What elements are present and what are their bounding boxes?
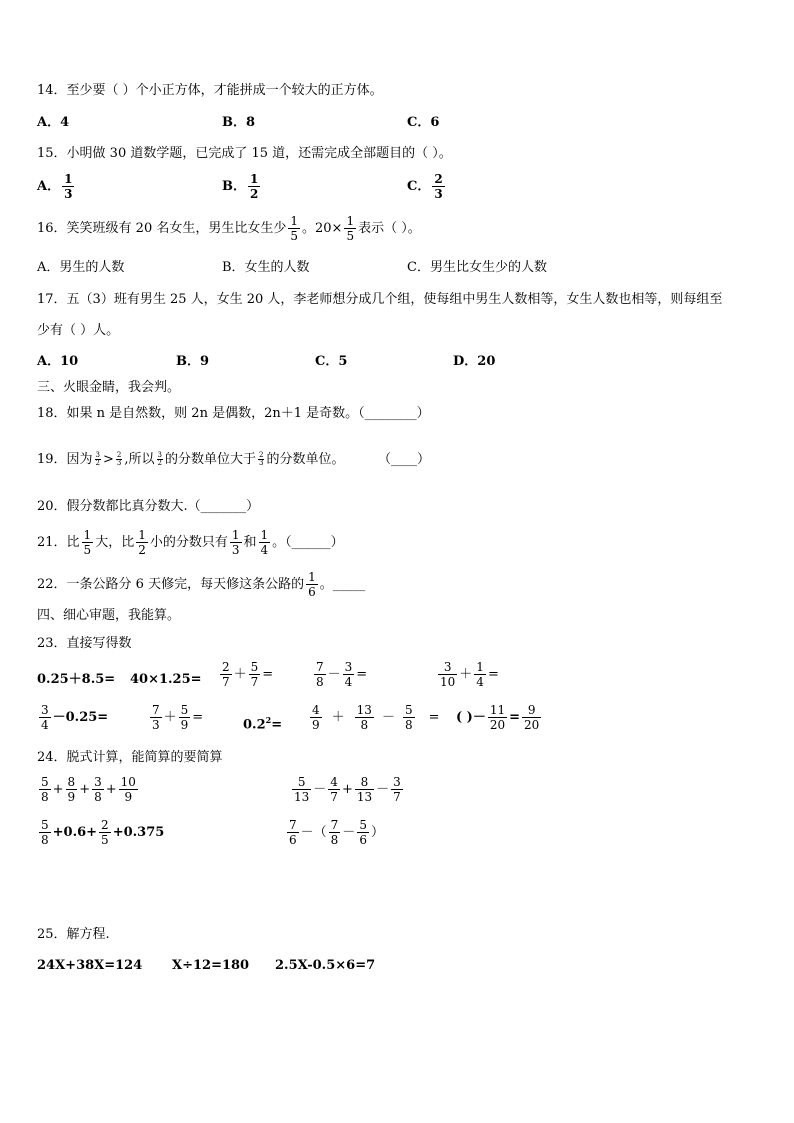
fraction: $\frac{1}{5}$: [346, 214, 355, 243]
fraction: $\frac{2}{3}$: [434, 172, 443, 201]
q21: 21．比 $\frac{1}{5}$ 大，比 $\frac{1}{2}$ 小的分数只有 $\frac{1}{3}$ 和 $\frac{1}{4}$ 。（______）: [37, 528, 344, 557]
section-4-heading: 四、细心审题，我能算。: [37, 608, 181, 623]
fraction: $\frac{2}{3}$: [116, 451, 122, 467]
q16-option-c[interactable]: C．男生比女生少的人数: [407, 260, 547, 275]
q16-option-a[interactable]: A．男生的人数: [37, 260, 125, 275]
q24-expr-4: $\frac{7}{6}$ －（ $\frac{7}{8}$ － $\frac{5}{6}$ ）: [289, 818, 384, 847]
q15-stem: 15．小明做 30 道数学题，已完成了 15 道，还需完成全部题目的（ ）。: [37, 146, 452, 161]
q17-stem-line1: 17．五（3）班有男生 25 人，女生 20 人，李老师想分成几个组，使每组中男生人数相等，女生人数也相等，则每组至: [37, 292, 723, 307]
q23-expr-6: $\frac{3}{4}$ －0.25=: [41, 703, 109, 732]
option-label: A．: [37, 179, 61, 194]
q25-equation-3: 2.5X-0.5×6=7: [275, 958, 376, 973]
q23-expr-4: $\frac{7}{8}$ － $\frac{3}{4}$ =: [316, 660, 368, 689]
q22: 22．一条公路分 6 天修完，每天修这条公路的 $\frac{1}{6}$ 。_____: [37, 570, 366, 599]
q25-title: 25．解方程.: [37, 927, 110, 942]
section-3-heading: 三、火眼金睛，我会判。: [37, 380, 181, 395]
q18: 18．如果 n 是自然数，则 2n 是偶数，2n＋1 是奇数。（________）: [37, 406, 430, 421]
q15-option-a[interactable]: [37, 172, 76, 201]
q17-option-b[interactable]: B．9: [176, 354, 210, 369]
q14-option-b[interactable]: B．8: [222, 115, 256, 130]
fraction: $\frac{1}{4}$: [260, 528, 269, 557]
fraction: $\frac{2}{3}$: [259, 451, 264, 467]
fraction: $\frac{1}{2}$: [138, 528, 146, 557]
q23-expr-8: $0.2^2=$: [243, 715, 283, 733]
q19-answer-blank[interactable]: （____）: [378, 452, 431, 467]
q14-stem: 14．至少要（ ）个小正方体，才能拼成一个较大的正方体。: [37, 83, 383, 98]
fraction: $\frac{3}{2}$: [157, 451, 162, 467]
fraction: $\frac{1}{5}$: [290, 214, 298, 243]
q23-expr-10[interactable]: ( )－ $\frac{11}{20}$ = $\frac{9}{20}$: [456, 703, 540, 732]
q23-title: 23．直接写得数: [37, 636, 132, 651]
q23-expr-3: $\frac{2}{7}$ ＋ $\frac{5}{7}$ =: [222, 660, 274, 689]
q19: 19．因为 $\frac{3}{2}$ > $\frac{2}{3}$ ,所以 $\frac{3}{2}$ 的分数单位大于 $\frac{2}{3}$ 的分数单位。: [37, 451, 345, 467]
q17-option-c[interactable]: C．5: [315, 354, 348, 369]
fraction: $\frac{1}{6}$: [308, 570, 316, 599]
fraction: $\frac{1}{3}$: [231, 528, 240, 557]
option-label: C．: [407, 179, 431, 194]
q17-option-d[interactable]: D．20: [453, 354, 496, 369]
q24-expr-2: $\frac{5}{13}$ － $\frac{4}{7}$ + $\frac{8}{13}$ － $\frac{3}{7}$: [294, 775, 401, 804]
q24-expr-1: $\frac{5}{8}$ + $\frac{8}{9}$ + $\frac{3}{8}$ + $\frac{10}{9}$: [41, 775, 136, 804]
q15-option-c[interactable]: [407, 172, 447, 201]
fraction: $\frac{1}{3}$: [64, 172, 73, 201]
q24-title: 24．脱式计算，能简算的要简算: [37, 750, 223, 765]
q25-equation-2: X÷12=180: [172, 958, 250, 973]
fraction: $\frac{1}{5}$: [83, 528, 92, 557]
q24-expr-3: $\frac{5}{8}$ +0.6+ $\frac{2}{5}$ +0.375: [41, 818, 165, 847]
q14-option-a[interactable]: A．4: [37, 115, 70, 130]
q16-stem: 16．笑笑班级有 20 名女生，男生比女生少 $\frac{1}{5}$ 。20× $\frac{1}{5}$ 表示（ ）。: [37, 214, 421, 243]
q14-option-c[interactable]: C．6: [407, 115, 440, 130]
q23-expr-2: 40×1.25=: [130, 672, 202, 687]
option-label: B．: [222, 179, 246, 194]
q16-option-b[interactable]: B．女生的人数: [222, 260, 310, 275]
q20: 20．假分数都比真分数大.（_______）: [37, 499, 260, 514]
q23-expr-7: $\frac{7}{3}$ ＋ $\frac{5}{9}$ =: [152, 703, 204, 732]
q23-expr-5: $\frac{3}{10}$ ＋ $\frac{1}{4}$ =: [440, 660, 499, 689]
fraction: $\frac{3}{2}$: [95, 451, 101, 467]
q23-expr-9: $\frac{4}{9}$ ＋ $\frac{13}{8}$ － $\frac{5}{8}$ =: [312, 703, 440, 732]
fraction: $\frac{1}{2}$: [250, 172, 259, 201]
q17-stem-line2: 少有（ ）人。: [37, 323, 120, 338]
q23-expr-1: 0.25＋8.5=: [37, 672, 116, 687]
q17-option-a[interactable]: A．10: [37, 354, 79, 369]
q15-option-b[interactable]: [222, 172, 262, 201]
q25-equation-1: 24X+38X=124: [37, 958, 143, 973]
